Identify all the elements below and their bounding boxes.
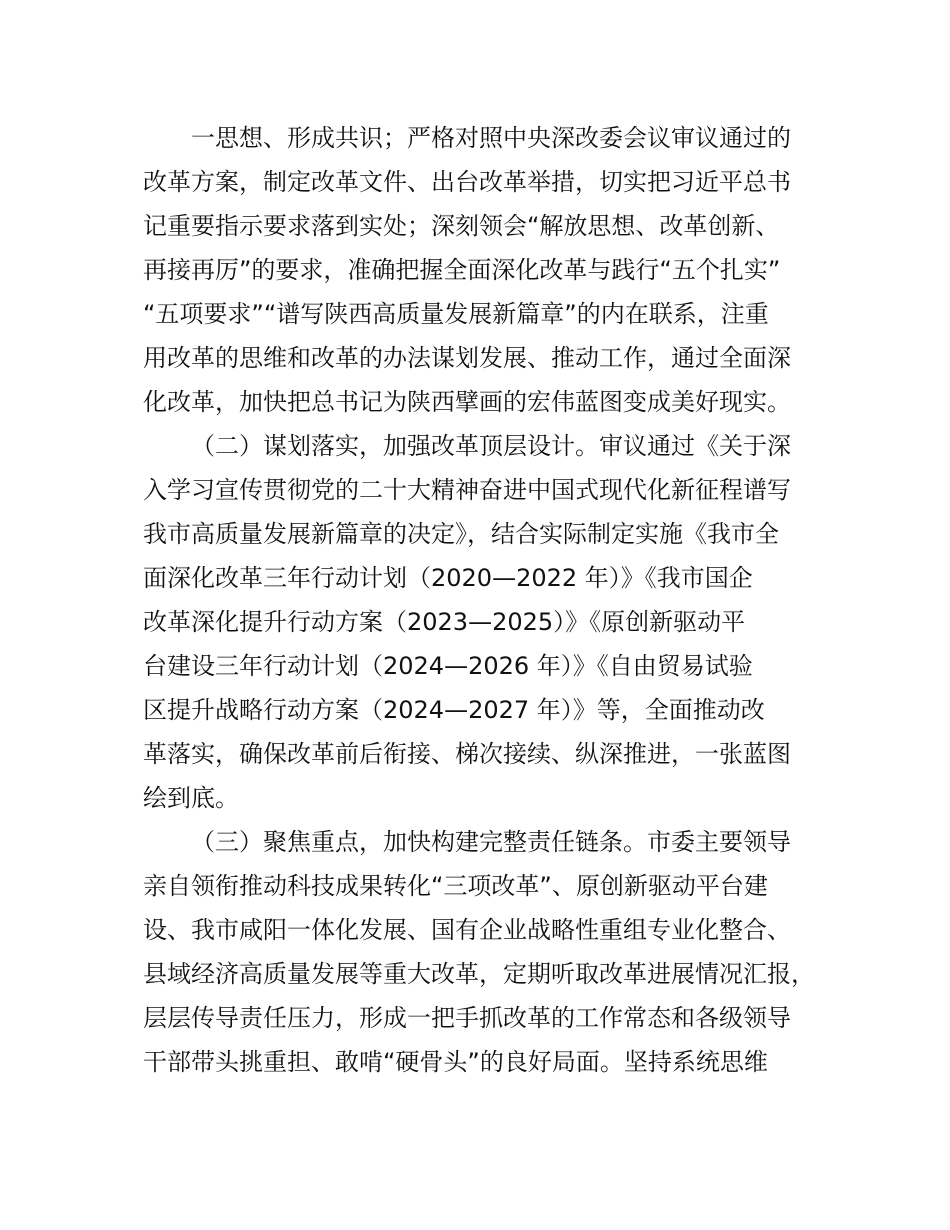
paragraph-3: [143, 820, 843, 1084]
text-line: 干部带头挑重担、敢啃“硬骨头”的良好局面。坚持系统思维: [143, 1048, 768, 1076]
paragraph-1: [143, 116, 843, 424]
text-line: 县域经济高质量发展等重大改革，定期听取改革进展情况汇报，: [143, 960, 815, 988]
paragraph-2: [143, 424, 843, 820]
text-line: “五项要求”“谱写陕西高质量发展新篇章”的内在联系，注重: [143, 300, 769, 328]
text-line: 化改革，加快把总书记为陕西擘画的宏伟蓝图变成美好现实。: [143, 388, 791, 416]
document-body: [143, 116, 843, 1084]
text-line: 入学习宣传贯彻党的二十大精神奋进中国式现代化新征程谱写: [143, 476, 791, 504]
text-line: （二）谋划落实，加强改革顶层设计。审议通过《关于深: [191, 432, 791, 460]
text-line: （三）聚焦重点，加快构建完整责任链条。市委主要领导: [191, 828, 791, 856]
text-line: 面深化改革三年行动计划（2020—2022 年）》《我市国企: [143, 564, 753, 592]
text-line: 革落实，确保改革前后衔接、梯次接续、纵深推进，一张蓝图: [143, 740, 791, 768]
text-line: 亲自领衔推动科技成果转化“三项改革”、原创新驱动平台建: [143, 872, 768, 900]
text-line: 一思想、形成共识；严格对照中央深改委会议审议通过的: [191, 124, 791, 152]
text-line: 层层传导责任压力，形成一把手抓改革的工作常态和各级领导: [143, 1004, 791, 1032]
text-line: 区提升战略行动方案（2024—2027 年）》等，全面推动改: [143, 696, 765, 724]
text-line: 设、我市咸阳一体化发展、国有企业战略性重组专业化整合、: [143, 916, 791, 944]
text-line: 绘到底。: [143, 784, 239, 812]
text-line: 台建设三年行动计划（2024—2026 年）》《自由贸易试验: [143, 652, 753, 680]
text-line: 用改革的思维和改革的办法谋划发展、推动工作，通过全面深: [143, 344, 791, 372]
text-line: 改革深化提升行动方案（2023—2025）》《原创新驱动平: [143, 608, 746, 636]
text-line: 记重要指示要求落到实处；深刻领会“解放思想、改革创新、: [143, 212, 780, 240]
text-line: 再接再厉”的要求，准确把握全面深化改革与践行“五个扎实”: [143, 256, 781, 284]
text-line: 改革方案，制定改革文件、出台改革举措，切实把习近平总书: [143, 168, 791, 196]
text-line: 我市高质量发展新篇章的决定》，结合实际制定实施《我市全: [143, 520, 779, 548]
